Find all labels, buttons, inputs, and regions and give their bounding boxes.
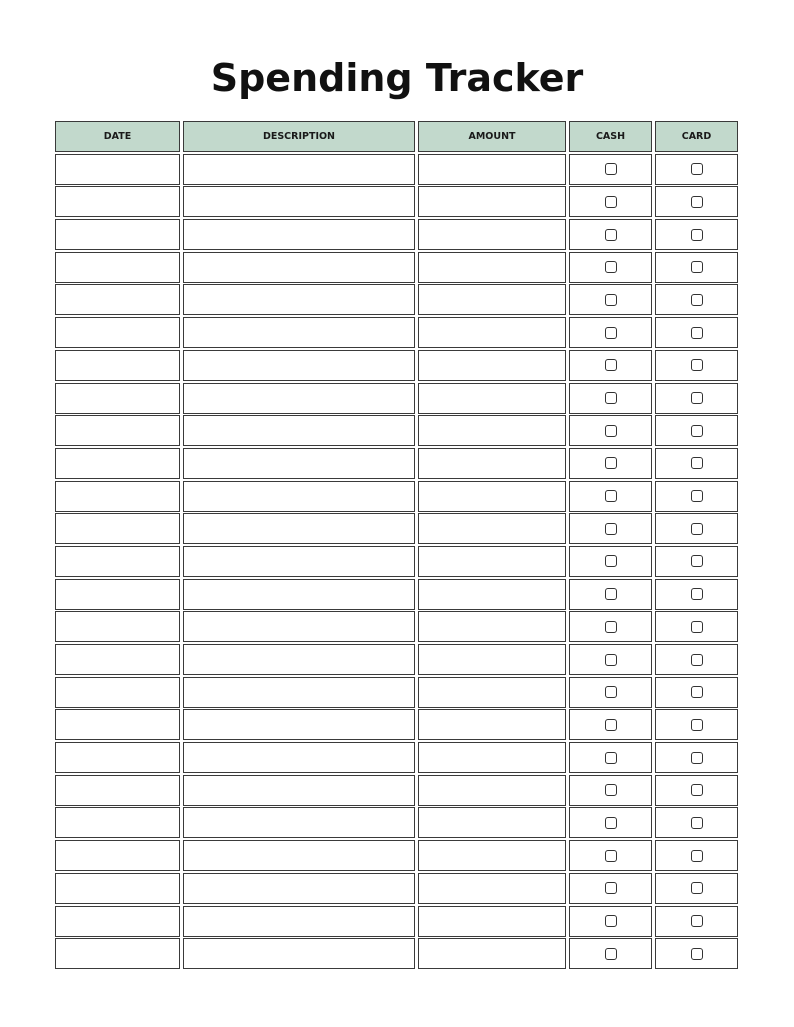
description-cell[interactable] (183, 906, 415, 937)
date-cell[interactable] (55, 317, 180, 348)
date-cell[interactable] (55, 546, 180, 577)
date-cell[interactable] (55, 677, 180, 708)
cash-checkbox[interactable] (605, 784, 617, 796)
description-cell[interactable] (183, 644, 415, 675)
card-checkbox[interactable] (691, 686, 703, 698)
card-checkbox[interactable] (691, 163, 703, 175)
column-header-date: DATE (55, 121, 180, 152)
description-cell[interactable] (183, 775, 415, 806)
date-cell[interactable] (55, 742, 180, 773)
date-cell[interactable] (55, 611, 180, 642)
amount-cell[interactable] (418, 709, 566, 740)
description-cell[interactable] (183, 448, 415, 479)
card-cell (655, 579, 738, 610)
description-cell[interactable] (183, 611, 415, 642)
cash-cell (569, 350, 652, 381)
description-cell[interactable] (183, 873, 415, 904)
card-checkbox[interactable] (691, 196, 703, 208)
amount-cell[interactable] (418, 938, 566, 969)
description-cell[interactable] (183, 186, 415, 217)
card-cell (655, 219, 738, 250)
cash-checkbox[interactable] (605, 261, 617, 273)
amount-cell[interactable] (418, 611, 566, 642)
card-checkbox[interactable] (691, 719, 703, 731)
cash-cell (569, 709, 652, 740)
amount-cell[interactable] (418, 154, 566, 185)
description-cell[interactable] (183, 709, 415, 740)
card-cell (655, 546, 738, 577)
date-cell[interactable] (55, 579, 180, 610)
description-cell[interactable] (183, 938, 415, 969)
card-cell (655, 807, 738, 838)
cash-checkbox[interactable] (605, 327, 617, 339)
card-checkbox[interactable] (691, 654, 703, 666)
date-cell[interactable] (55, 186, 180, 217)
cash-checkbox[interactable] (605, 621, 617, 633)
amount-cell[interactable] (418, 415, 566, 446)
cash-cell (569, 938, 652, 969)
cash-cell (569, 873, 652, 904)
description-cell[interactable] (183, 579, 415, 610)
date-cell[interactable] (55, 807, 180, 838)
cash-checkbox[interactable] (605, 523, 617, 535)
amount-cell[interactable] (418, 644, 566, 675)
description-cell[interactable] (183, 154, 415, 185)
amount-cell[interactable] (418, 579, 566, 610)
amount-cell[interactable] (418, 383, 566, 414)
card-checkbox[interactable] (691, 588, 703, 600)
description-cell[interactable] (183, 383, 415, 414)
cash-cell (569, 186, 652, 217)
cash-checkbox[interactable] (605, 392, 617, 404)
cash-cell (569, 448, 652, 479)
card-checkbox[interactable] (691, 490, 703, 502)
date-cell[interactable] (55, 154, 180, 185)
card-cell (655, 677, 738, 708)
cash-checkbox[interactable] (605, 588, 617, 600)
cash-cell (569, 219, 652, 250)
card-cell (655, 873, 738, 904)
card-checkbox[interactable] (691, 359, 703, 371)
card-checkbox[interactable] (691, 523, 703, 535)
cash-checkbox[interactable] (605, 196, 617, 208)
amount-cell[interactable] (418, 284, 566, 315)
cash-checkbox[interactable] (605, 163, 617, 175)
date-cell[interactable] (55, 709, 180, 740)
card-checkbox[interactable] (691, 555, 703, 567)
date-cell[interactable] (55, 938, 180, 969)
date-cell[interactable] (55, 284, 180, 315)
date-cell[interactable] (55, 840, 180, 871)
card-checkbox[interactable] (691, 621, 703, 633)
amount-cell[interactable] (418, 317, 566, 348)
cash-cell (569, 154, 652, 185)
cash-checkbox[interactable] (605, 555, 617, 567)
card-checkbox[interactable] (691, 882, 703, 894)
description-cell[interactable] (183, 807, 415, 838)
column-header-cash: CASH (569, 121, 652, 152)
card-checkbox[interactable] (691, 457, 703, 469)
column-header-card: CARD (655, 121, 738, 152)
card-cell (655, 906, 738, 937)
cash-checkbox[interactable] (605, 294, 617, 306)
cash-checkbox[interactable] (605, 654, 617, 666)
date-cell[interactable] (55, 873, 180, 904)
card-checkbox[interactable] (691, 229, 703, 241)
cash-cell (569, 415, 652, 446)
date-cell[interactable] (55, 415, 180, 446)
amount-cell[interactable] (418, 873, 566, 904)
description-cell[interactable] (183, 284, 415, 315)
card-checkbox[interactable] (691, 425, 703, 437)
cash-cell (569, 513, 652, 544)
card-checkbox[interactable] (691, 948, 703, 960)
cash-checkbox[interactable] (605, 948, 617, 960)
description-cell[interactable] (183, 481, 415, 512)
date-cell[interactable] (55, 906, 180, 937)
amount-cell[interactable] (418, 481, 566, 512)
description-cell[interactable] (183, 840, 415, 871)
card-cell (655, 186, 738, 217)
card-cell (655, 317, 738, 348)
spending-table (55, 121, 738, 969)
cash-cell (569, 644, 652, 675)
card-cell (655, 383, 738, 414)
date-cell[interactable] (55, 350, 180, 381)
description-cell[interactable] (183, 252, 415, 283)
card-checkbox[interactable] (691, 817, 703, 829)
amount-cell[interactable] (418, 546, 566, 577)
card-checkbox[interactable] (691, 752, 703, 764)
card-checkbox[interactable] (691, 915, 703, 927)
amount-cell[interactable] (418, 807, 566, 838)
cash-checkbox[interactable] (605, 359, 617, 371)
amount-cell[interactable] (418, 219, 566, 250)
cash-cell (569, 611, 652, 642)
cash-cell (569, 317, 652, 348)
card-cell (655, 709, 738, 740)
card-checkbox[interactable] (691, 850, 703, 862)
page-title: Spending Tracker (210, 56, 584, 100)
cash-checkbox[interactable] (605, 490, 617, 502)
cash-checkbox[interactable] (605, 752, 617, 764)
description-cell[interactable] (183, 317, 415, 348)
amount-cell[interactable] (418, 448, 566, 479)
date-cell[interactable] (55, 481, 180, 512)
card-cell (655, 284, 738, 315)
amount-cell[interactable] (418, 742, 566, 773)
amount-cell[interactable] (418, 252, 566, 283)
description-cell[interactable] (183, 350, 415, 381)
card-checkbox[interactable] (691, 261, 703, 273)
card-cell (655, 611, 738, 642)
amount-cell[interactable] (418, 906, 566, 937)
card-checkbox[interactable] (691, 784, 703, 796)
cash-cell (569, 840, 652, 871)
cash-cell (569, 677, 652, 708)
card-cell (655, 448, 738, 479)
cash-cell (569, 284, 652, 315)
cash-cell (569, 481, 652, 512)
date-cell[interactable] (55, 775, 180, 806)
description-cell[interactable] (183, 742, 415, 773)
date-cell[interactable] (55, 448, 180, 479)
cash-cell (569, 775, 652, 806)
cash-checkbox[interactable] (605, 719, 617, 731)
cash-checkbox[interactable] (605, 915, 617, 927)
amount-cell[interactable] (418, 775, 566, 806)
cash-cell (569, 906, 652, 937)
card-checkbox[interactable] (691, 392, 703, 404)
description-cell[interactable] (183, 513, 415, 544)
cash-checkbox[interactable] (605, 882, 617, 894)
card-cell (655, 513, 738, 544)
amount-cell[interactable] (418, 513, 566, 544)
column-header-amount: AMOUNT (418, 121, 566, 152)
card-cell (655, 154, 738, 185)
cash-cell (569, 807, 652, 838)
date-cell[interactable] (55, 644, 180, 675)
cash-checkbox[interactable] (605, 850, 617, 862)
date-cell[interactable] (55, 513, 180, 544)
cash-checkbox[interactable] (605, 457, 617, 469)
column-header-description: DESCRIPTION (183, 121, 415, 152)
cash-checkbox[interactable] (605, 229, 617, 241)
card-cell (655, 775, 738, 806)
amount-cell[interactable] (418, 840, 566, 871)
description-cell[interactable] (183, 415, 415, 446)
cash-cell (569, 383, 652, 414)
date-cell[interactable] (55, 383, 180, 414)
cash-checkbox[interactable] (605, 425, 617, 437)
description-cell[interactable] (183, 219, 415, 250)
card-checkbox[interactable] (691, 294, 703, 306)
description-cell[interactable] (183, 677, 415, 708)
cash-checkbox[interactable] (605, 686, 617, 698)
card-cell (655, 252, 738, 283)
cash-checkbox[interactable] (605, 817, 617, 829)
card-cell (655, 415, 738, 446)
card-cell (655, 938, 738, 969)
amount-cell[interactable] (418, 350, 566, 381)
card-cell (655, 350, 738, 381)
card-cell (655, 644, 738, 675)
card-checkbox[interactable] (691, 327, 703, 339)
cash-cell (569, 252, 652, 283)
amount-cell[interactable] (418, 677, 566, 708)
date-cell[interactable] (55, 219, 180, 250)
amount-cell[interactable] (418, 186, 566, 217)
cash-cell (569, 742, 652, 773)
date-cell[interactable] (55, 252, 180, 283)
cash-cell (569, 579, 652, 610)
cash-cell (569, 546, 652, 577)
card-cell (655, 840, 738, 871)
card-cell (655, 481, 738, 512)
card-cell (655, 742, 738, 773)
description-cell[interactable] (183, 546, 415, 577)
